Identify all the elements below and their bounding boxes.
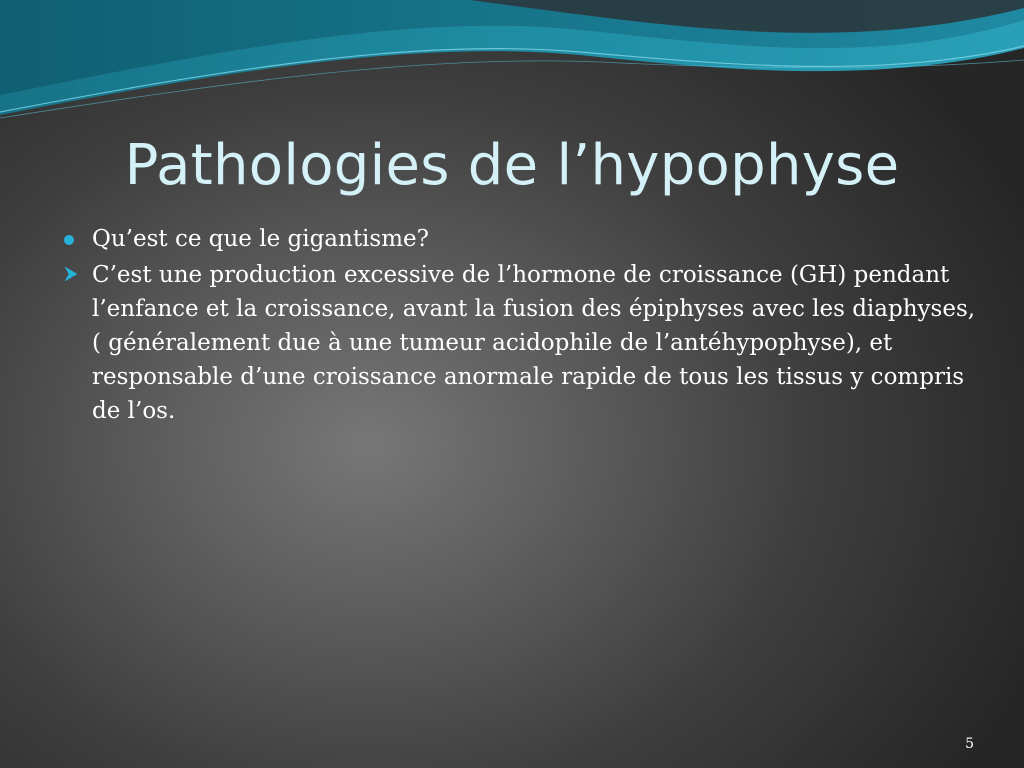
bullet-text: C’est une production excessive de l’hormone de croissance (GH) pendant l’enfance et la croissance, avant la fusion des épiphyses avec les diaphyses, ( généralement due à une tumeur acidophile de l’antéhypophyse), et responsable d’une croissance anormale rapide de tous les tissus y compris de l’os. (92, 262, 976, 424)
dot-bullet-icon (64, 235, 74, 245)
bullet-item-question (62, 222, 982, 256)
bullet-item-answer (62, 258, 982, 428)
header-wave-decoration (0, 0, 1024, 140)
page-number: 5 (965, 736, 974, 752)
bullet-list (62, 222, 982, 430)
slide-title: Pathologies de l’hypophyse (124, 133, 900, 198)
arrow-bullet-icon (62, 259, 80, 289)
bullet-text: Qu’est ce que le gigantisme? (92, 226, 429, 252)
